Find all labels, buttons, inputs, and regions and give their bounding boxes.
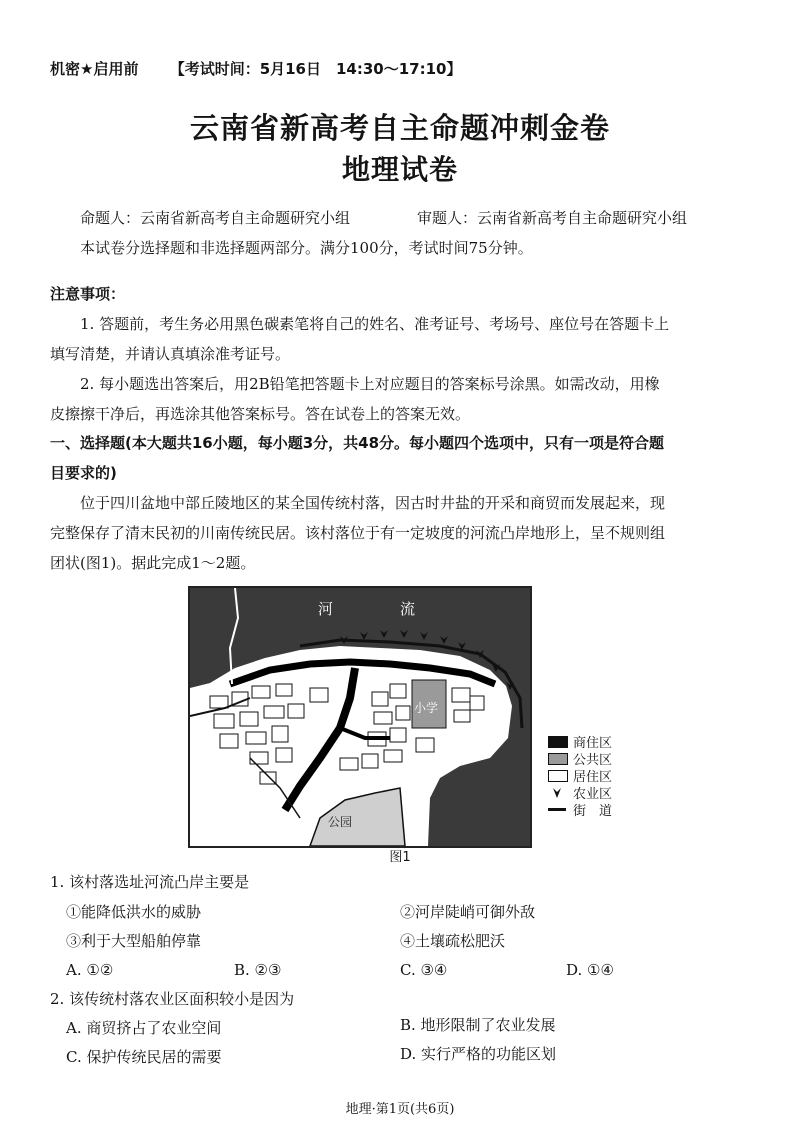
- legend-swatch-residential: [548, 770, 568, 782]
- legend-label: 居住区: [573, 770, 613, 785]
- legend-agriculture: [548, 784, 612, 801]
- q1-statement-1: ①能降低洪水的威胁: [66, 903, 202, 921]
- legend-swatch-commercial: [548, 736, 568, 748]
- passage-line3: 团状(图1)。据此完成1～2题。: [50, 554, 256, 572]
- paper-title: 云南省新高考自主命题冲刺金卷: [189, 111, 610, 145]
- reviewer-line: 审题人：云南省新高考自主命题研究小组: [417, 209, 688, 227]
- legend-label: 商住区: [573, 736, 613, 751]
- page-footer: 地理·第1页(共6页): [345, 1102, 455, 1117]
- notice-item2-line1: 2. 每小题选出答案后，用2B铅笔把答题卡上对应题目的答案标号涂黑。如需改动，用橡: [80, 375, 660, 393]
- section1-line2: 目要求的): [50, 464, 117, 482]
- q2-option-d[interactable]: D. 实行严格的功能区划: [400, 1045, 557, 1063]
- river-label-1: 河: [318, 600, 334, 618]
- q1-option-d[interactable]: D. ①④: [566, 961, 614, 979]
- q1-statement-4: ④土壤疏松肥沃: [400, 932, 506, 950]
- exam-time: 【考试时间：5月16日 14:30～17:10】: [169, 60, 462, 78]
- village-map: [188, 586, 532, 848]
- map-legend: [548, 733, 612, 818]
- legend-residential: [548, 767, 612, 784]
- exam-header: [50, 58, 488, 79]
- secret-label: 机密★启用前: [50, 60, 139, 78]
- q2-stem: 2. 该传统村落农业区面积较小是因为: [50, 990, 295, 1008]
- legend-label: 农业区: [573, 787, 613, 802]
- figure-caption: 图1: [389, 850, 411, 865]
- village-map-graphic: [190, 588, 530, 846]
- intro-line: 本试卷分选择题和非选择题两部分。满分100分，考试时间75分钟。: [80, 239, 533, 257]
- legend-label: 公共区: [573, 753, 613, 768]
- notice-item1-line2: 填写清楚，并请认真填涂准考证号。: [50, 345, 291, 363]
- notice-heading: 注意事项：: [50, 285, 126, 303]
- legend-label: 街 道: [573, 804, 613, 819]
- setter-line: 命题人：云南省新高考自主命题研究小组: [80, 209, 351, 227]
- q1-statement-2: ②河岸陡峭可御外敌: [400, 903, 536, 921]
- q1-stem: 1. 该村落选址河流凸岸主要是: [50, 873, 250, 891]
- legend-commercial: [548, 733, 612, 750]
- legend-swatch-public: [548, 753, 568, 765]
- q2-option-c[interactable]: C. 保护传统民居的需要: [66, 1048, 222, 1066]
- legend-public: [548, 750, 612, 767]
- q1-statement-3: ③利于大型船舶停靠: [66, 932, 202, 950]
- passage-line1: 位于四川盆地中部丘陵地区的某全国传统村落，因古时井盐的开采和商贸而发展起来，现: [80, 494, 666, 512]
- street-line-icon: [548, 808, 566, 811]
- subject-title: 地理试卷: [341, 153, 458, 186]
- school-label: 小学: [414, 701, 439, 715]
- q2-option-b[interactable]: B. 地形限制了农业发展: [400, 1016, 556, 1034]
- notice-item2-line2: 皮擦擦干净后，再选涂其他答案标号。答在试卷上的答案无效。: [50, 405, 471, 423]
- park-label: 公园: [328, 815, 353, 829]
- sprout-icon: [548, 787, 566, 799]
- notice-item1-line1: 1. 答题前，考生务必用黑色碳素笔将自己的姓名、准考证号、考场号、座位号在答题卡上: [80, 315, 670, 333]
- q2-option-a[interactable]: A. 商贸挤占了农业空间: [66, 1019, 222, 1037]
- q1-option-c[interactable]: C. ③④: [400, 961, 448, 979]
- legend-street: [548, 801, 612, 818]
- q1-option-a[interactable]: A. ①②: [66, 961, 114, 979]
- section1-line1: 一、选择题(本大题共16小题，每小题3分，共48分。每小题四个选项中，只有一项是符合题: [50, 434, 665, 452]
- passage-line2: 完整保存了清末民初的川南传统民居。该村落位于有一定坡度的河流凸岸地形上，呈不规则组: [50, 524, 666, 542]
- q1-option-b[interactable]: B. ②③: [234, 961, 282, 979]
- river-label-2: 流: [400, 600, 416, 618]
